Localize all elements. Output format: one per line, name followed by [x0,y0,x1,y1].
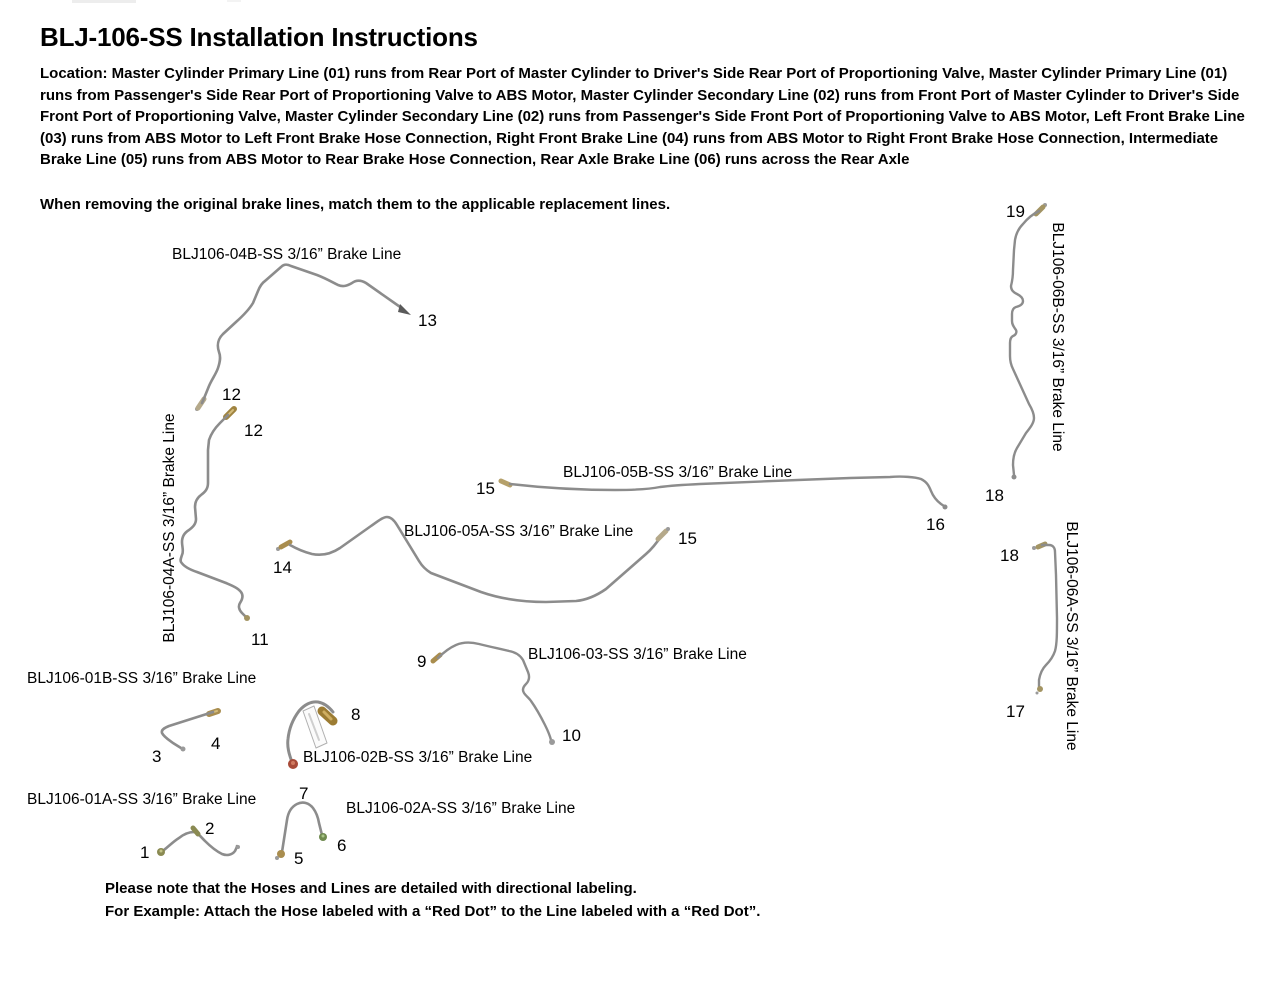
callout-1: 1 [140,843,150,862]
label-blj106-06a: BLJ106-06A-SS 3/16” Brake Line [1063,521,1080,751]
note-line-2: For Example: Attach the Hose labeled with a “Red Dot” to the Line labeled with a “Red Dot”. [105,903,761,920]
callout-14: 14 [273,558,292,577]
callout-5: 5 [294,849,304,868]
callout-8: 8 [351,705,361,724]
callout-7: 7 [299,784,309,803]
callout-19: 19 [1006,202,1025,221]
callout-10: 10 [562,726,581,745]
label-blj106-04a: BLJ106-04A-SS 3/16” Brake Line [161,413,178,643]
label-blj106-03: BLJ106-03-SS 3/16” Brake Line [528,646,747,663]
callout-18a: 18 [985,486,1004,505]
callout-16: 16 [926,515,945,534]
label-blj106-06b: BLJ106-06B-SS 3/16” Brake Line [1049,222,1066,452]
note-line-1: Please note that the Hoses and Lines are detailed with directional labeling. [105,880,637,897]
callout-17: 17 [1006,702,1025,721]
brake-line-06a-drawing [1032,544,1057,695]
callout-15a: 15 [476,479,495,498]
directional-labeling-note [105,877,760,923]
brake-line-01a-drawing [157,828,240,856]
callout-2: 2 [205,819,215,838]
callout-6: 6 [337,836,347,855]
callout-9: 9 [417,652,427,671]
callout-13: 13 [418,311,437,330]
callout-12b: 12 [244,421,263,440]
label-blj106-02a: BLJ106-02A-SS 3/16” Brake Line [346,800,576,817]
callout-18b: 18 [1000,546,1019,565]
callout-4: 4 [211,734,221,753]
callout-11: 11 [251,630,269,649]
callout-12a: 12 [222,385,241,404]
brake-line-06b-drawing [1010,203,1047,480]
label-blj106-02b: BLJ106-02B-SS 3/16” Brake Line [303,749,533,766]
callout-3: 3 [152,747,162,766]
label-blj106-01a: BLJ106-01A-SS 3/16” Brake Line [27,791,257,808]
label-blj106-04b: BLJ106-04B-SS 3/16” Brake Line [172,246,402,263]
label-blj106-01b: BLJ106-01B-SS 3/16” Brake Line [27,670,257,687]
callout-15b: 15 [678,529,697,548]
page-title: BLJ-106-SS Installation Instructions [40,22,478,52]
label-blj106-05a: BLJ106-05A-SS 3/16” Brake Line [404,523,634,540]
arrowhead-13 [398,304,411,315]
location-paragraph: Location: Master Cylinder Primary Line (01) runs from Rear Port of Master Cylinder to Driver's Side Rear Port of Proportioning Valve, Master Cylinder Primary Line (01) runs from Passenger's Side Rear Port of Proportioning Valve to ABS Motor, Master Cylinder Secondary Line (02) runs from Front Port of Master Cylinder to Driver's Side Front Port of Proportioning Valve, Master Cylinder Secondary Line (02) runs from Passenger's Side Front Port of Proportioning Valve to ABS Motor, Left Front Brake Line (03) runs from ABS Motor to Left Front Brake Hose Connection, Right Front Brake Line (04) runs from ABS Motor to Right Front Brake Hose Connection, Intermediate Brake Line (05) runs from ABS Motor to Rear Brake Hose Connection, Rear Axle Brake Line (06) runs across the Rear Axle [40,65,1245,169]
brake-line-04a-drawing [181,409,250,621]
brake-line-01b-drawing [162,711,221,753]
match-instruction: When removing the original brake lines, match them to the applicable replacement lines. [40,196,671,213]
label-blj106-05b: BLJ106-05B-SS 3/16” Brake Line [563,464,793,481]
